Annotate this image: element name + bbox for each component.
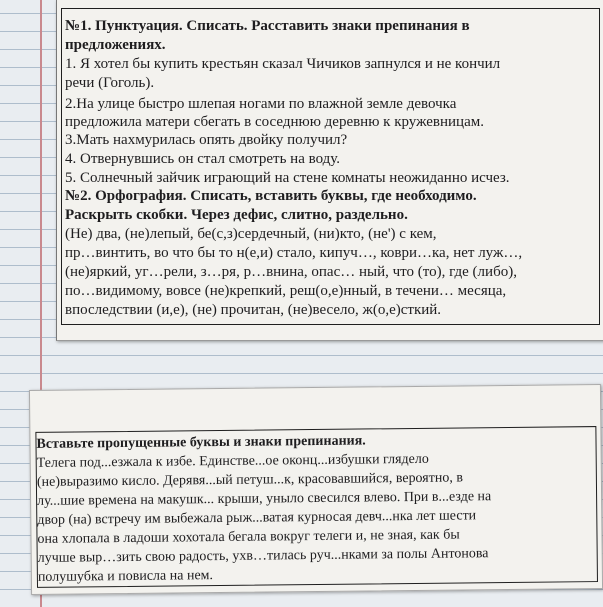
task1-sentence-2-cont: предложила матери сбегать в соседнюю деревню к кружевницам.	[65, 114, 484, 130]
task3-text-line-7: полушубка и повисла на нем.	[37, 568, 214, 585]
task1-sentence-1-cont: речи (Гоголь).	[65, 75, 155, 91]
task1-sentence-4: 4. Отвернувшись он стал смотреть на воду.	[65, 151, 341, 167]
task3-text-line-1: Телега под...езжала к избе. Единстве...ое оконц...избушки глядело	[36, 451, 429, 471]
task3-text-line-4: двор (на) встречу им выбежала рыж...ватая курносая девч...нка лет шести	[37, 508, 477, 528]
task2-heading: №2. Орфография. Списать, вставить буквы, где необходимо.	[65, 188, 477, 204]
worksheet-punctuation-orthography	[56, 0, 603, 341]
task2-instructions: Раскрыть скобки. Через дефис, слитно, раздельно.	[65, 207, 408, 223]
task3-text-line-5: она хлопала в ладоши хохотала бегала вокруг телеги и, не зная, как бы	[37, 527, 460, 547]
task1-sentence-2: 2.На улице быстро шлепая ногами по влажной земле девочка	[65, 96, 457, 112]
task2-words-line-5: впоследствии (и,е), (не) прочитан, (не)весело, ж(о,е)сткий.	[65, 302, 442, 318]
task1-sentence-1: 1. Я хотел бы купить крестьян сказал Чичиков запнулся и не кончил	[65, 56, 501, 72]
task3-text-line-6: лучше выр…зить свою радость, ухв…тилась руч...нками за полы Антонова	[37, 546, 489, 566]
task2-words-line-1: (Не) два, (не)лепый, бе(с,з)сердечный, (ни)кто, (не') с кем,	[65, 226, 437, 242]
task1-heading-cont: предложениях.	[65, 37, 166, 53]
task1-sentence-3: 3.Мать нахмурилась опять двойку получил?	[65, 132, 348, 148]
task1-sentence-5: 5. Солнечный зайчик играющий на стене комнаты неожиданно исчез.	[65, 170, 510, 186]
task2-words-line-3: (не)яркий, уг…рели, з…ря, р…внина, опас… ный, что (то), где (либо),	[65, 264, 517, 280]
task2-words-line-4: по…видимому, вовсе (не)крепкий, реш(о,е)нный, в течени… месяца,	[65, 283, 507, 299]
task3-text-line-3: лу...шие времена на макушк... крыши, уныло свесился влево. При в...езде на	[37, 489, 492, 509]
task3-heading: Вставьте пропущенные буквы и знаки препинания.	[36, 433, 366, 452]
task2-words-line-2: пр…винтить, во что бы то н(е,и) стало, кипуч…, коври…ка, нет луж…,	[65, 245, 523, 261]
task3-text-line-2: (не)выразимо кисло. Дерявя...ый петуш...к, красовавшийся, вероятно, в	[36, 470, 463, 490]
worksheet-missing-letters	[29, 384, 603, 595]
task1-heading: №1. Пунктуация. Списать. Расставить знаки препинания в	[65, 18, 470, 34]
